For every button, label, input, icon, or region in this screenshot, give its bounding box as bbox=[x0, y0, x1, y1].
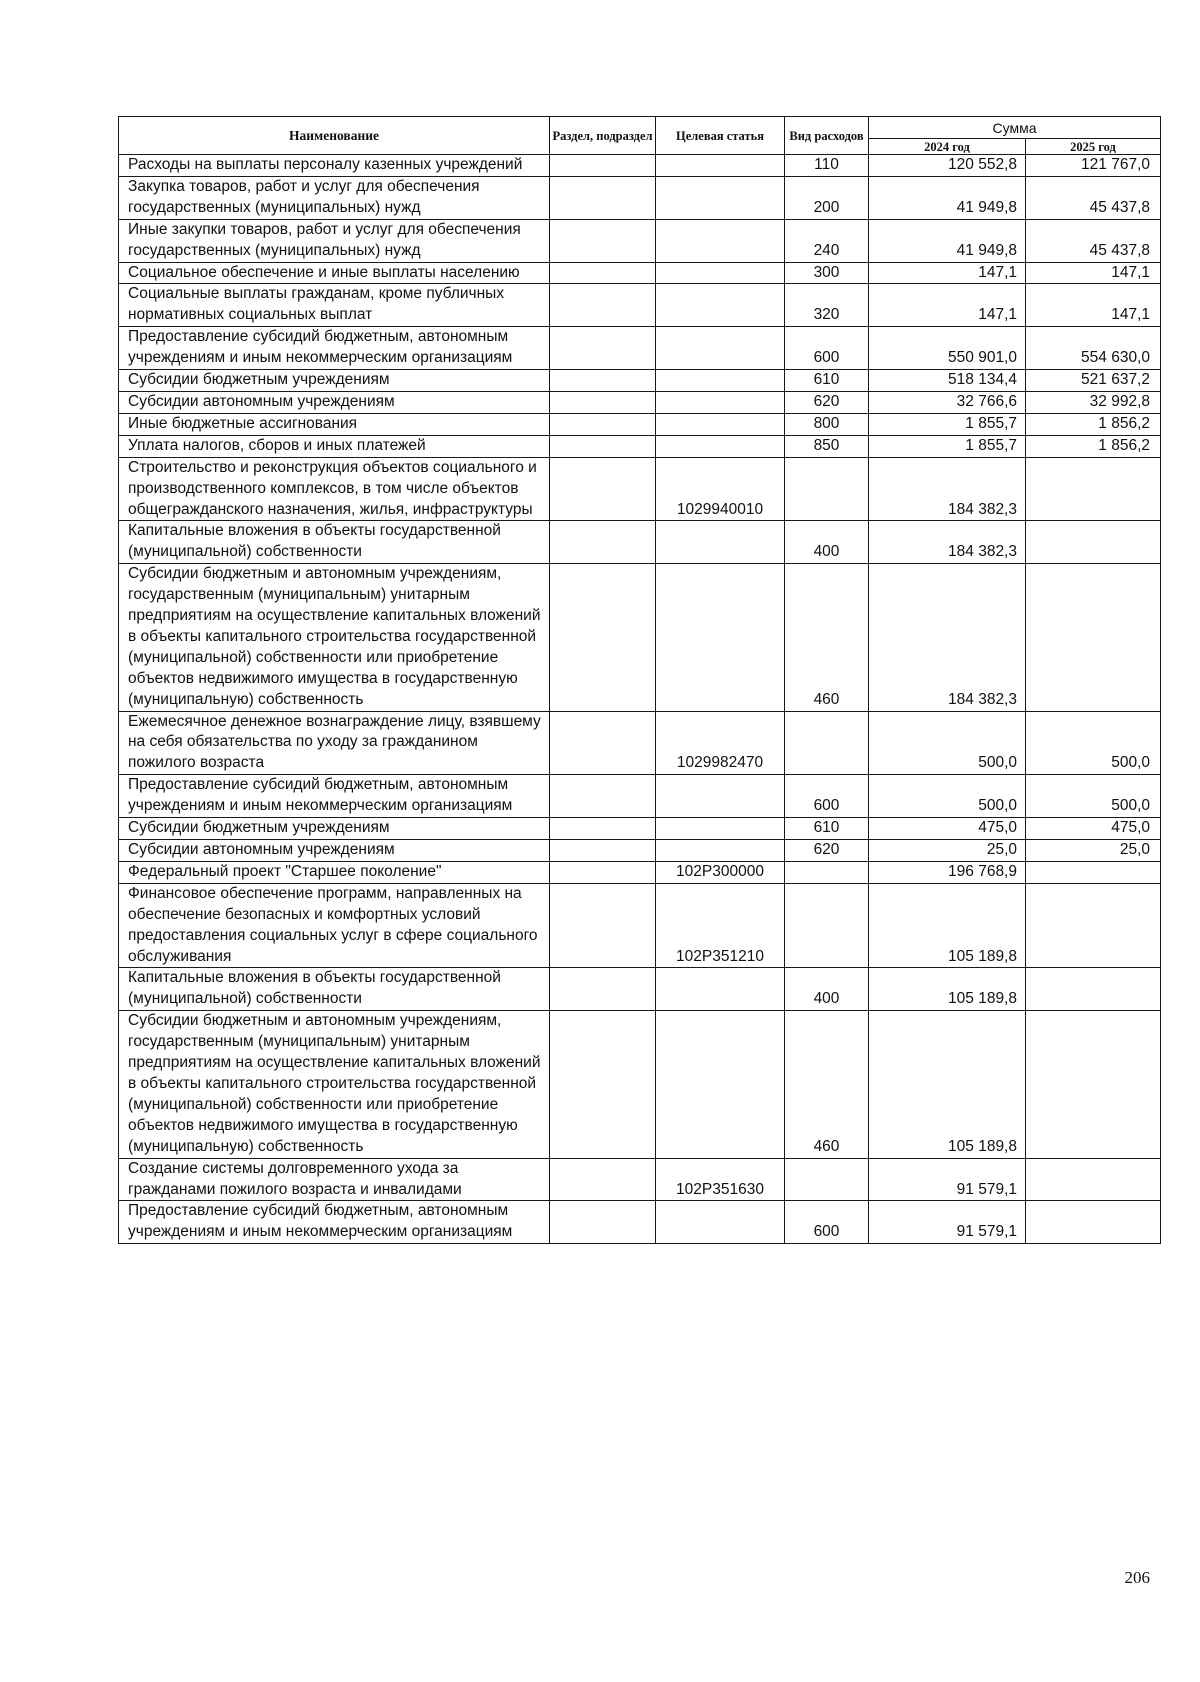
row-name: Предоставление субсидий бюджетным, автономным учреждениям и иным некоммерческим организациям bbox=[119, 775, 550, 818]
row-section bbox=[550, 1201, 656, 1244]
row-target bbox=[656, 564, 785, 711]
row-amount-2024: 105 189,8 bbox=[869, 1011, 1026, 1158]
row-amount-2025 bbox=[1026, 564, 1161, 711]
row-amount-2025 bbox=[1026, 968, 1161, 1011]
table-row bbox=[119, 391, 1161, 413]
row-section bbox=[550, 327, 656, 370]
row-section bbox=[550, 370, 656, 392]
table-row bbox=[119, 370, 1161, 392]
row-amount-2025: 32 992,8 bbox=[1026, 391, 1161, 413]
table-row bbox=[119, 883, 1161, 968]
row-target bbox=[656, 1201, 785, 1244]
row-target bbox=[656, 775, 785, 818]
row-amount-2025: 1 856,2 bbox=[1026, 413, 1161, 435]
row-kind: 850 bbox=[785, 435, 869, 457]
row-target bbox=[656, 176, 785, 219]
row-target bbox=[656, 155, 785, 177]
row-amount-2025: 554 630,0 bbox=[1026, 327, 1161, 370]
row-amount-2024: 550 901,0 bbox=[869, 327, 1026, 370]
row-target bbox=[656, 818, 785, 840]
row-kind bbox=[785, 1158, 869, 1201]
row-amount-2024: 105 189,8 bbox=[869, 968, 1026, 1011]
row-amount-2024: 41 949,8 bbox=[869, 176, 1026, 219]
table-row bbox=[119, 435, 1161, 457]
row-amount-2024: 475,0 bbox=[869, 818, 1026, 840]
row-target bbox=[656, 219, 785, 262]
header-year-2024: 2024 год bbox=[869, 139, 1026, 155]
row-section bbox=[550, 861, 656, 883]
row-section bbox=[550, 775, 656, 818]
row-amount-2024: 500,0 bbox=[869, 775, 1026, 818]
row-kind: 400 bbox=[785, 968, 869, 1011]
row-amount-2025: 45 437,8 bbox=[1026, 219, 1161, 262]
row-kind: 800 bbox=[785, 413, 869, 435]
header-section: Раздел, подраздел bbox=[550, 117, 656, 155]
header-name: Наименование bbox=[119, 117, 550, 155]
row-amount-2025 bbox=[1026, 521, 1161, 564]
row-kind bbox=[785, 861, 869, 883]
row-amount-2024: 184 382,3 bbox=[869, 521, 1026, 564]
row-amount-2024: 500,0 bbox=[869, 711, 1026, 775]
table-row bbox=[119, 711, 1161, 775]
row-name: Предоставление субсидий бюджетным, автономным учреждениям и иным некоммерческим организациям bbox=[119, 327, 550, 370]
table-row bbox=[119, 176, 1161, 219]
row-section bbox=[550, 284, 656, 327]
row-amount-2025 bbox=[1026, 1201, 1161, 1244]
row-section bbox=[550, 457, 656, 521]
row-amount-2025 bbox=[1026, 457, 1161, 521]
row-section bbox=[550, 413, 656, 435]
row-name: Федеральный проект "Старшее поколение" bbox=[119, 861, 550, 883]
row-section bbox=[550, 521, 656, 564]
header-year-2025: 2025 год bbox=[1026, 139, 1161, 155]
row-amount-2024: 147,1 bbox=[869, 284, 1026, 327]
row-kind bbox=[785, 457, 869, 521]
table-row bbox=[119, 457, 1161, 521]
row-amount-2024: 196 768,9 bbox=[869, 861, 1026, 883]
row-name: Закупка товаров, работ и услуг для обеспечения государственных (муниципальных) нужд bbox=[119, 176, 550, 219]
row-kind bbox=[785, 711, 869, 775]
row-name: Социальное обеспечение и иные выплаты населению bbox=[119, 262, 550, 284]
row-target bbox=[656, 1011, 785, 1158]
row-amount-2024: 120 552,8 bbox=[869, 155, 1026, 177]
table-row bbox=[119, 521, 1161, 564]
row-amount-2024: 184 382,3 bbox=[869, 564, 1026, 711]
row-name: Капитальные вложения в объекты государственной (муниципальной) собственности bbox=[119, 521, 550, 564]
row-kind: 600 bbox=[785, 327, 869, 370]
row-kind: 300 bbox=[785, 262, 869, 284]
row-amount-2025 bbox=[1026, 883, 1161, 968]
row-name: Создание системы долговременного ухода за гражданами пожилого возраста и инвалидами bbox=[119, 1158, 550, 1201]
table-body bbox=[119, 155, 1161, 1244]
row-amount-2024: 32 766,6 bbox=[869, 391, 1026, 413]
row-target bbox=[656, 968, 785, 1011]
row-section bbox=[550, 176, 656, 219]
table-row bbox=[119, 219, 1161, 262]
table-row bbox=[119, 284, 1161, 327]
row-amount-2024: 1 855,7 bbox=[869, 435, 1026, 457]
row-kind: 240 bbox=[785, 219, 869, 262]
row-target bbox=[656, 327, 785, 370]
row-section bbox=[550, 219, 656, 262]
row-section bbox=[550, 564, 656, 711]
row-section bbox=[550, 391, 656, 413]
row-amount-2025: 25,0 bbox=[1026, 840, 1161, 862]
row-name: Капитальные вложения в объекты государственной (муниципальной) собственности bbox=[119, 968, 550, 1011]
row-section bbox=[550, 435, 656, 457]
row-amount-2025: 121 767,0 bbox=[1026, 155, 1161, 177]
row-kind: 600 bbox=[785, 775, 869, 818]
row-amount-2025: 147,1 bbox=[1026, 262, 1161, 284]
row-name: Субсидии бюджетным и автономным учреждениям, государственным (муниципальным) унитарным предприятиям на осуществление капитальных вложений в объекты капитального строительства государственной (муниципальной) собственности или приобретение объектов недвижимого имущества в государственную (муниципальную) собственность bbox=[119, 1011, 550, 1158]
table-row bbox=[119, 564, 1161, 711]
row-section bbox=[550, 840, 656, 862]
row-name: Социальные выплаты гражданам, кроме публичных нормативных социальных выплат bbox=[119, 284, 550, 327]
header-sum: Сумма bbox=[869, 117, 1161, 139]
row-section bbox=[550, 155, 656, 177]
row-name: Строительство и реконструкция объектов социального и производственного комплексов, в том числе объектов общегражданского назначения, жилья, инфраструктуры bbox=[119, 457, 550, 521]
table-row bbox=[119, 155, 1161, 177]
row-amount-2024: 91 579,1 bbox=[869, 1201, 1026, 1244]
row-target: 102P351210 bbox=[656, 883, 785, 968]
row-target: 102P351630 bbox=[656, 1158, 785, 1201]
row-name: Субсидии автономным учреждениям bbox=[119, 391, 550, 413]
row-amount-2024: 105 189,8 bbox=[869, 883, 1026, 968]
row-section bbox=[550, 818, 656, 840]
row-amount-2025: 1 856,2 bbox=[1026, 435, 1161, 457]
row-target bbox=[656, 391, 785, 413]
row-name: Предоставление субсидий бюджетным, автономным учреждениям и иным некоммерческим организациям bbox=[119, 1201, 550, 1244]
row-kind bbox=[785, 883, 869, 968]
row-amount-2024: 41 949,8 bbox=[869, 219, 1026, 262]
budget-sheet bbox=[118, 116, 1160, 1244]
table-row bbox=[119, 818, 1161, 840]
row-target bbox=[656, 370, 785, 392]
row-section bbox=[550, 968, 656, 1011]
row-section bbox=[550, 262, 656, 284]
row-kind: 400 bbox=[785, 521, 869, 564]
row-amount-2025 bbox=[1026, 861, 1161, 883]
row-kind: 200 bbox=[785, 176, 869, 219]
row-amount-2025: 475,0 bbox=[1026, 818, 1161, 840]
row-amount-2024: 147,1 bbox=[869, 262, 1026, 284]
row-kind: 600 bbox=[785, 1201, 869, 1244]
row-amount-2025: 521 637,2 bbox=[1026, 370, 1161, 392]
row-section bbox=[550, 1158, 656, 1201]
row-target: 1029940010 bbox=[656, 457, 785, 521]
row-target bbox=[656, 262, 785, 284]
row-kind: 620 bbox=[785, 391, 869, 413]
row-name: Уплата налогов, сборов и иных платежей bbox=[119, 435, 550, 457]
row-name: Ежемесячное денежное вознаграждение лицу, взявшему на себя обязательства по уходу за гражданином пожилого возраста bbox=[119, 711, 550, 775]
row-kind: 610 bbox=[785, 818, 869, 840]
row-section bbox=[550, 711, 656, 775]
row-name: Субсидии бюджетным учреждениям bbox=[119, 818, 550, 840]
row-name: Иные закупки товаров, работ и услуг для обеспечения государственных (муниципальных) нужд bbox=[119, 219, 550, 262]
row-name: Расходы на выплаты персоналу казенных учреждений bbox=[119, 155, 550, 177]
row-amount-2024: 91 579,1 bbox=[869, 1158, 1026, 1201]
table-row bbox=[119, 1201, 1161, 1244]
row-amount-2024: 518 134,4 bbox=[869, 370, 1026, 392]
table-row bbox=[119, 1158, 1161, 1201]
row-target: 1029982470 bbox=[656, 711, 785, 775]
row-target: 102P300000 bbox=[656, 861, 785, 883]
row-amount-2025: 147,1 bbox=[1026, 284, 1161, 327]
row-name: Субсидии бюджетным и автономным учреждениям, государственным (муниципальным) унитарным предприятиям на осуществление капитальных вложений в объекты капитального строительства государственной (муниципальной) собственности или приобретение объектов недвижимого имущества в государственную (муниципальную) собственность bbox=[119, 564, 550, 711]
table-row bbox=[119, 861, 1161, 883]
row-amount-2025: 500,0 bbox=[1026, 711, 1161, 775]
header-kind: Вид расходов bbox=[785, 117, 869, 155]
page-number: 206 bbox=[1124, 1568, 1150, 1587]
row-target bbox=[656, 840, 785, 862]
row-kind: 460 bbox=[785, 564, 869, 711]
row-target bbox=[656, 435, 785, 457]
row-section bbox=[550, 883, 656, 968]
row-target bbox=[656, 521, 785, 564]
budget-table bbox=[118, 116, 1161, 1244]
table-row bbox=[119, 262, 1161, 284]
table-row bbox=[119, 775, 1161, 818]
row-name: Субсидии бюджетным учреждениям bbox=[119, 370, 550, 392]
row-target bbox=[656, 284, 785, 327]
row-section bbox=[550, 1011, 656, 1158]
row-amount-2025: 45 437,8 bbox=[1026, 176, 1161, 219]
row-kind: 320 bbox=[785, 284, 869, 327]
table-row bbox=[119, 413, 1161, 435]
row-amount-2025 bbox=[1026, 1158, 1161, 1201]
table-row bbox=[119, 968, 1161, 1011]
row-name: Иные бюджетные ассигнования bbox=[119, 413, 550, 435]
table-row bbox=[119, 840, 1161, 862]
row-kind: 110 bbox=[785, 155, 869, 177]
row-target bbox=[656, 413, 785, 435]
row-name: Финансовое обеспечение программ, направленных на обеспечение безопасных и комфортных условий предоставления социальных услуг в сфере социального обслуживания bbox=[119, 883, 550, 968]
row-kind: 460 bbox=[785, 1011, 869, 1158]
table-row bbox=[119, 1011, 1161, 1158]
row-amount-2025 bbox=[1026, 1011, 1161, 1158]
row-amount-2024: 25,0 bbox=[869, 840, 1026, 862]
row-amount-2024: 184 382,3 bbox=[869, 457, 1026, 521]
row-amount-2025: 500,0 bbox=[1026, 775, 1161, 818]
row-amount-2024: 1 855,7 bbox=[869, 413, 1026, 435]
header-target: Целевая статья bbox=[656, 117, 785, 155]
row-kind: 610 bbox=[785, 370, 869, 392]
table-row bbox=[119, 327, 1161, 370]
row-kind: 620 bbox=[785, 840, 869, 862]
row-name: Субсидии автономным учреждениям bbox=[119, 840, 550, 862]
